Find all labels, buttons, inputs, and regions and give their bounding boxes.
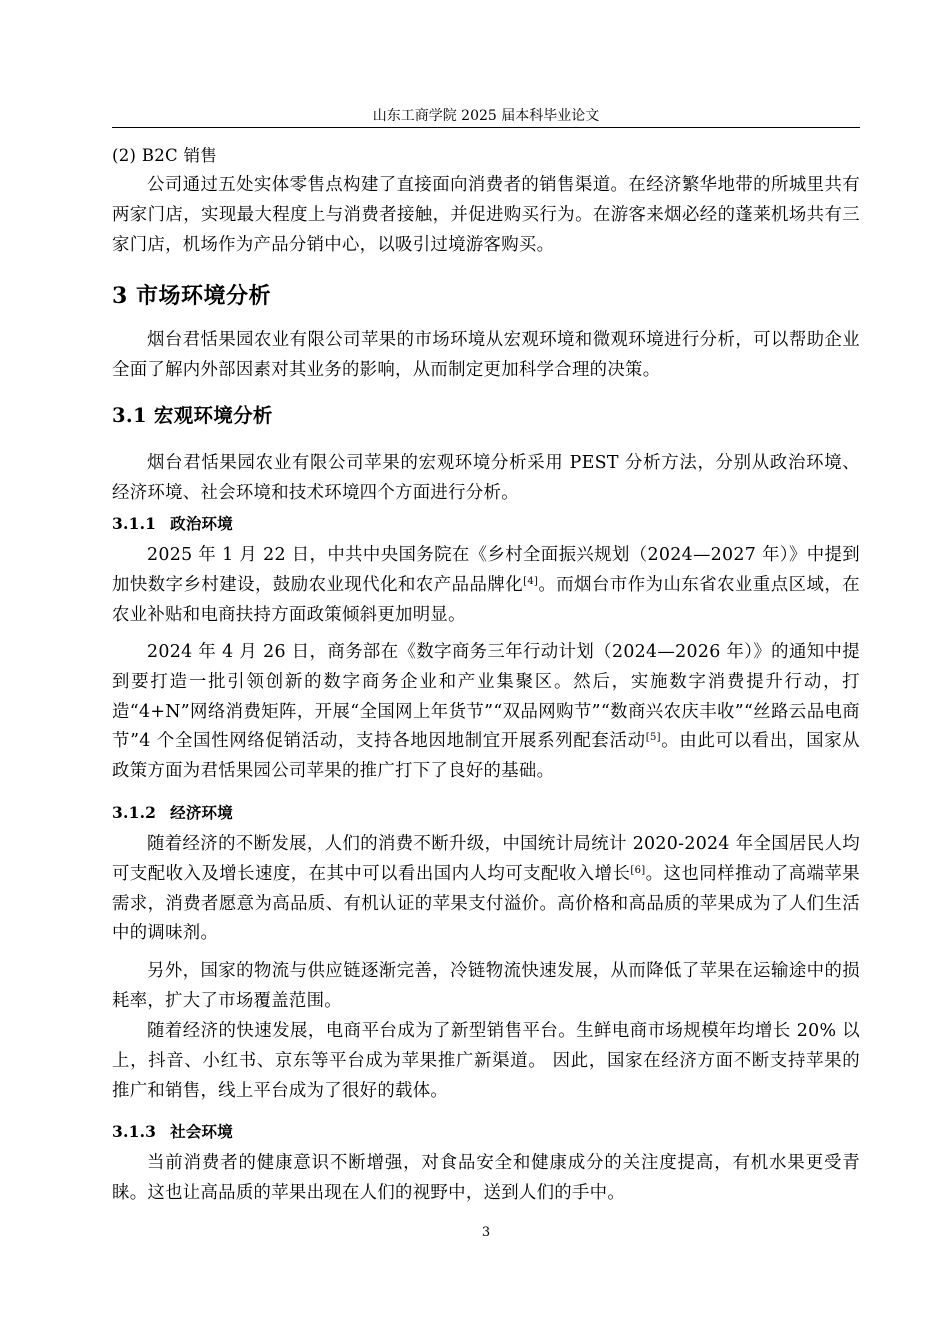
political-p1-text-b: 。而烟台市作为山东省农业重点区域，在农业补贴和电商扶持方面政策倾斜更加明显。	[112, 574, 861, 625]
economic-paragraph-1	[112, 830, 860, 949]
economic-p1-text-a: 随着经济的不断发展，人们的消费不断升级，中国统计局统计 2020-2024 年全国居民人均可支配收入及增长速度，在其中可以看出国内人均可支配收入增长	[112, 834, 860, 884]
b2c-paragraph: 公司通过五处实体零售点构建了直接面向消费者的销售渠道。在经济繁华地带的所城里共有两家门店，实现最大程度上与消费者接触，并促进购买行为。在游客来烟必经的蓬莱机场共有三家门店，机场作为产品分销中心，以吸引过境游客购买。	[112, 175, 860, 255]
section-3-1-para-block	[112, 449, 860, 509]
social-paragraph-1: 当前消费者的健康意识不断增强，对食品安全和健康成分的关注度提高，有机水果更受青睐。这也让高品质的苹果出现在人们的视野中，送到人们的手中。	[112, 1153, 860, 1203]
page-number: 3	[481, 1225, 491, 1240]
section-3-1-paragraph: 烟台君恬果园农业有限公司苹果的宏观环境分析采用 PEST 分析方法，分别从政治环境、经济环境、社会环境和技术环境四个方面进行分析。	[112, 453, 860, 503]
section-3-1-2-p3-block	[112, 1017, 860, 1106]
section-3-1-2-heading	[112, 801, 860, 825]
section-3-1-3-heading	[112, 1120, 860, 1144]
section-3-para-block	[112, 326, 860, 386]
economic-p1-text-b: 。这也同样推动了高端苹果需求，消费者愿意为高品质、有机认证的苹果支付溢价。高价格和高品质的苹果成为了人们生活中的调味剂。	[112, 863, 860, 944]
b2c-para-block	[112, 171, 860, 260]
section-3-1-3-title: 社会环境	[170, 1122, 233, 1141]
section-3-1-3-number: 3.1.3	[112, 1122, 157, 1141]
section-3-1-1-p1-block	[112, 541, 860, 630]
section-3-1-3-heading-block	[112, 1120, 860, 1144]
political-p2-text-a: 2024 年 4 月 26 日，商务部在《数字商务三年行动计划（2024—2026 年）》的通知中提到要打造一批引领创新的数字商务企业和产业集聚区。然后，实施数字消费提升行动，打造“4+N”网络消费矩阵，开展“全国网上年货节”“双品网购节”“数商兴农庆丰收”“丝路云品电商节”4 个全国性网络促销活动，支持各地因地制宜开展系列配套活动	[112, 642, 860, 752]
section-3-1-1-p2-block	[112, 638, 860, 787]
section-3-1-2-heading-block	[112, 801, 860, 825]
political-p2-text-b: 。由此可以看出，国家从政策方面为君恬果园公司苹果的推广打下了良好的基础。	[112, 731, 860, 782]
section-3-1-1-heading-block	[112, 512, 860, 536]
b2c-label: (2) B2C 销售	[112, 146, 218, 165]
citation-6: [6]	[630, 864, 646, 876]
section-3-1-2-p2-block	[112, 957, 860, 1017]
section-3-1-1-heading	[112, 512, 860, 536]
economic-paragraph-2: 另外，国家的物流与供应链逐渐完善，冷链物流快速发展，从而降低了苹果在运输途中的损耗率，扩大了市场覆盖范围。	[112, 961, 860, 1011]
page-header: 山东工商学院 2025 届本科毕业论文	[372, 108, 600, 124]
section-3-1-1-number: 3.1.1	[112, 514, 157, 533]
economic-paragraph-3: 随着经济的快速发展，电商平台成为了新型销售平台。生鲜电商市场规模年均增长 20% 以上，抖音、小红书、京东等平台成为苹果推广新渠道。 因此，国家在经济方面不断支持苹果的推广和销售，线上平台成为了很好的载体。	[112, 1021, 860, 1101]
header-rule	[112, 127, 860, 128]
section-3-1-2-number: 3.1.2	[112, 803, 157, 822]
section-3-paragraph: 烟台君恬果园农业有限公司苹果的市场环境从宏观环境和微观环境进行分析，可以帮助企业全面了解内外部因素对其业务的影响，从而制定更加科学合理的决策。	[112, 330, 860, 380]
citation-4: [4]	[523, 575, 539, 587]
section-3-1-2-title: 经济环境	[170, 803, 233, 822]
political-p1-text-a: 2025 年 1 月 22 日，中共中央国务院在《乡村全面振兴规划（2024—2027 年）》中提到加快数字乡村建设，鼓励农业现代化和农产品品牌化	[112, 545, 860, 595]
section-3-heading-block	[112, 281, 860, 311]
section-3-title: 3 市场环境分析	[112, 283, 271, 309]
section-3-1-2-p1-block	[112, 830, 860, 949]
section-3-1-title: 3.1 宏观环境分析	[112, 404, 273, 427]
b2c-label-block	[112, 143, 860, 169]
citation-5: [5]	[645, 732, 661, 744]
section-3-1-heading-block	[112, 402, 860, 430]
political-paragraph-1	[112, 541, 860, 630]
political-paragraph-2	[112, 638, 860, 787]
section-3-1-3-p1-block	[112, 1149, 860, 1209]
section-3-1-1-title: 政治环境	[170, 514, 233, 533]
